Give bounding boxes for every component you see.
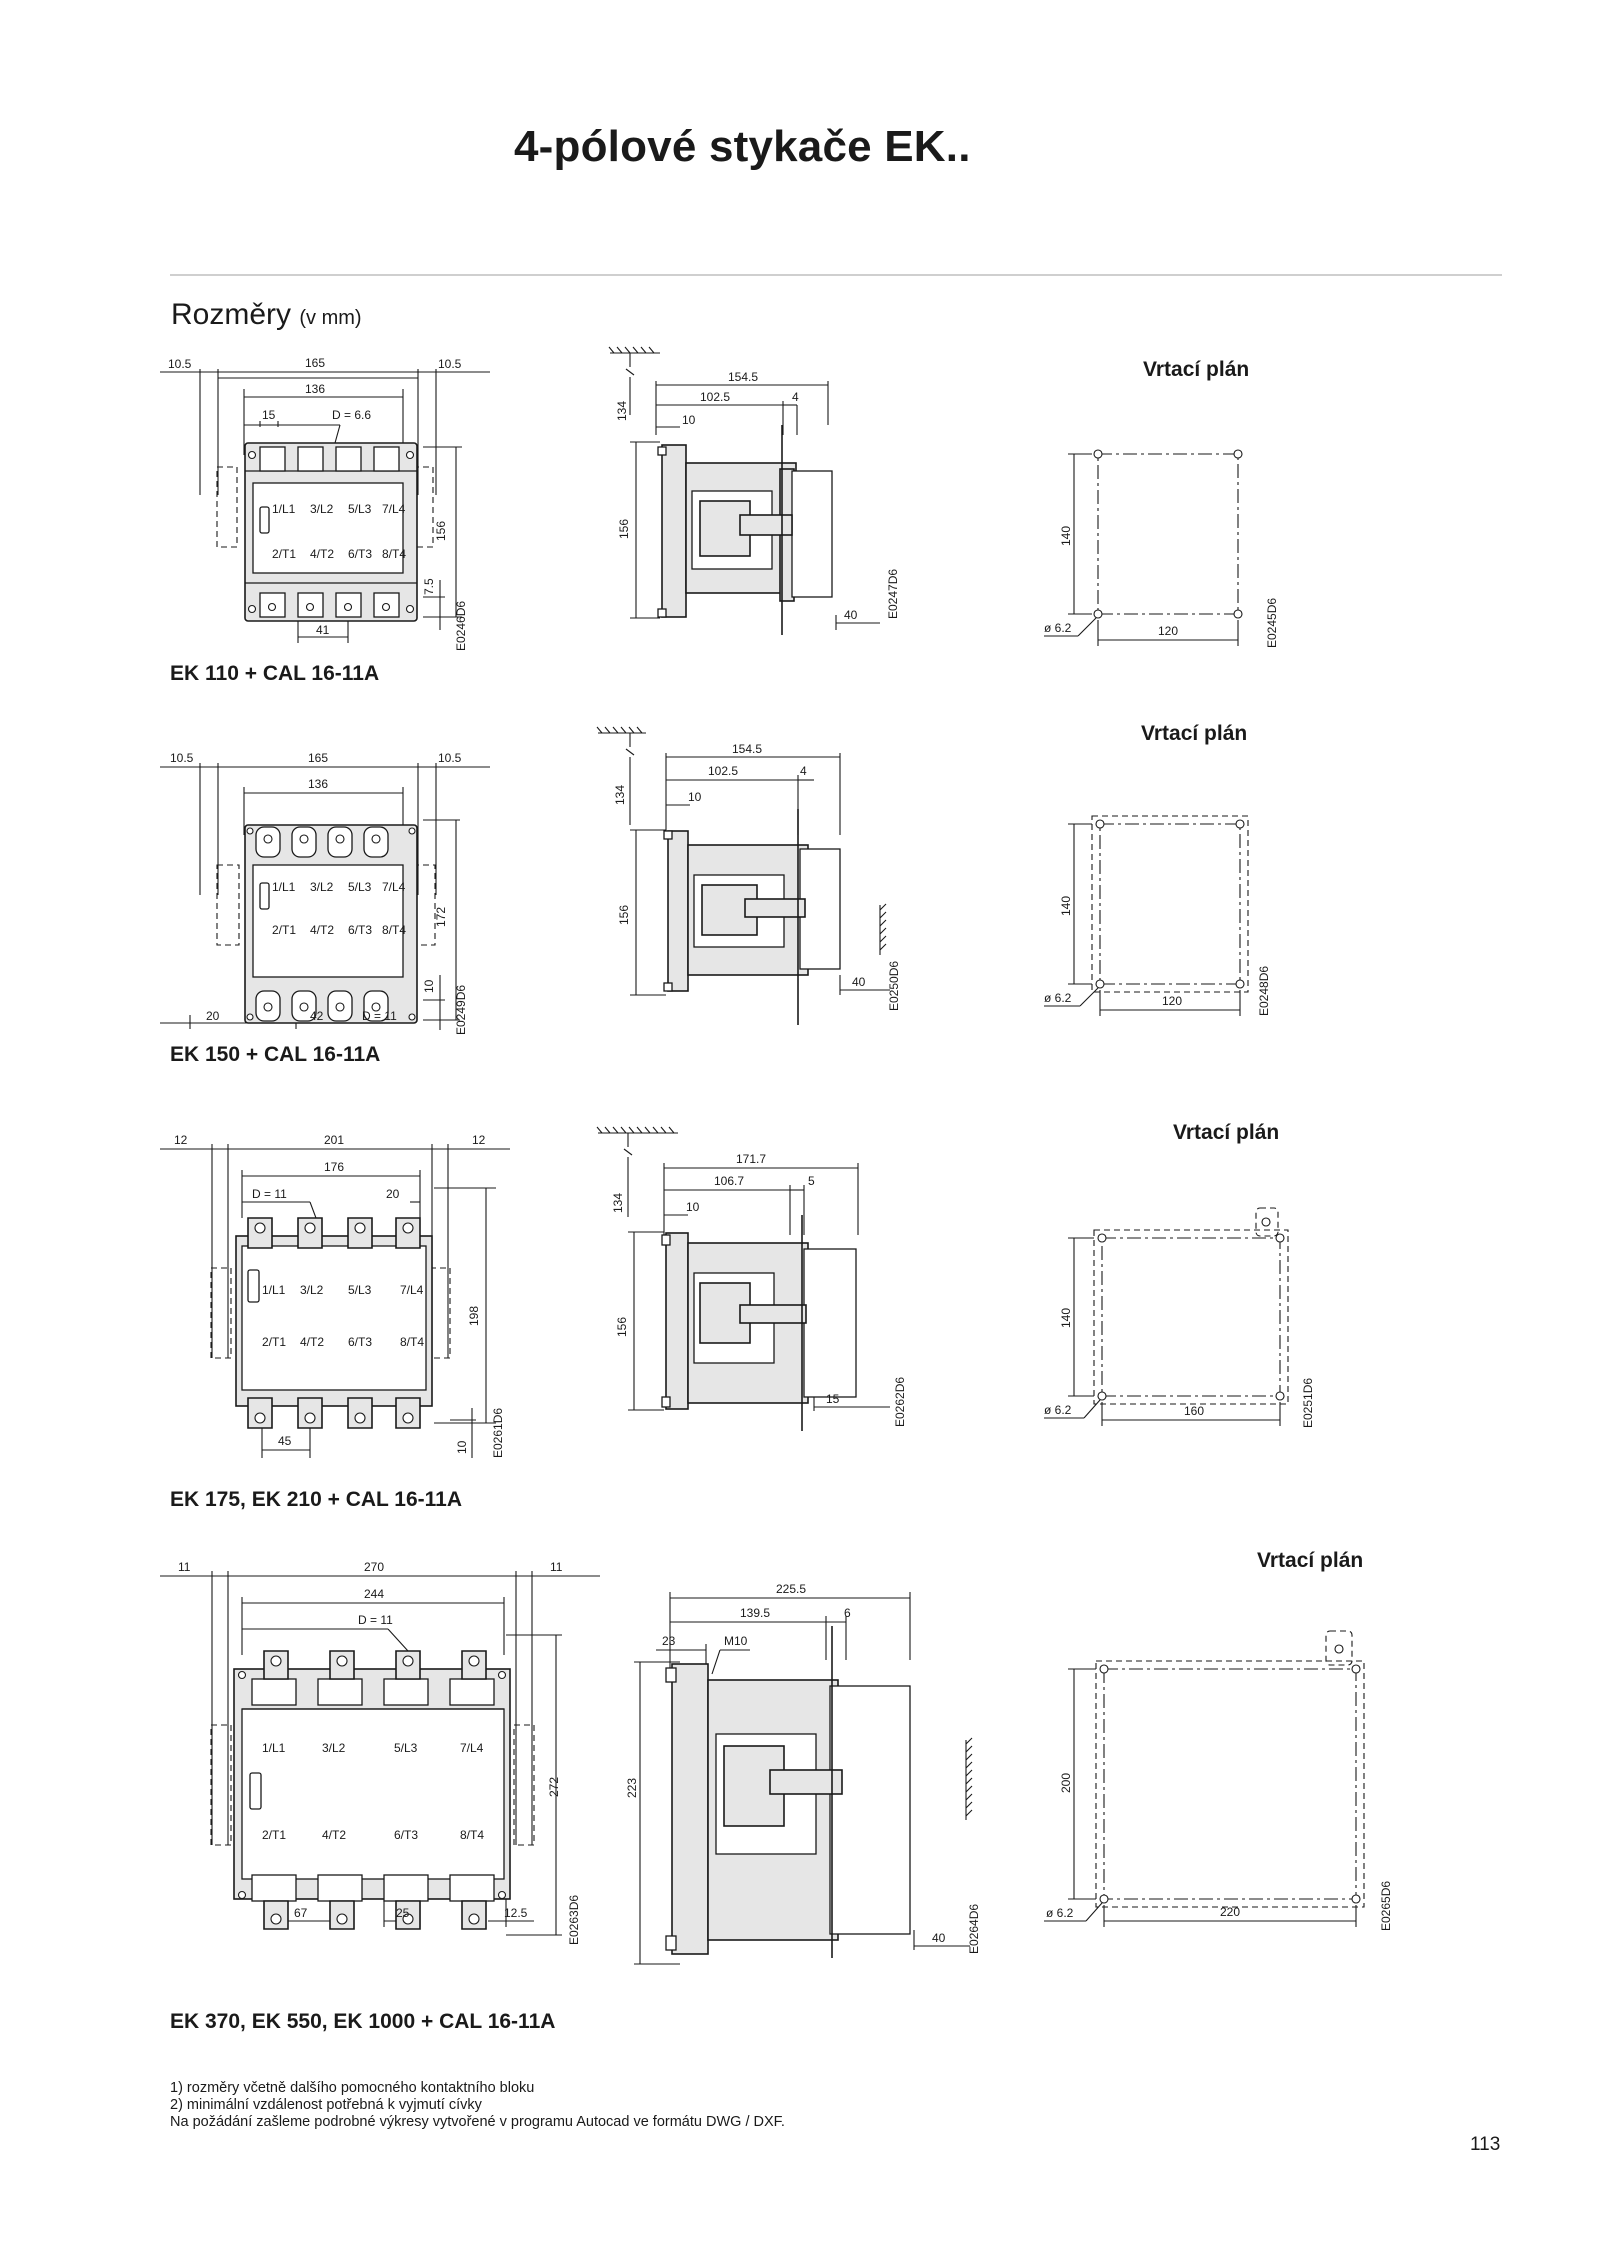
drawing-code: E0251D6 <box>1301 1377 1315 1428</box>
front-dim-right-ext: 12 <box>472 1133 486 1147</box>
footnote-2: 2) minimální vzdálenost potřebná k vyjmutí cívky <box>170 2097 482 2113</box>
drill-dim-width: 160 <box>1184 1404 1205 1418</box>
drill-dim-width: 120 <box>1158 624 1179 638</box>
terminal-label: 1/L1 <box>262 1283 286 1297</box>
side-dim-rail: 40 <box>932 1931 946 1945</box>
section-title <box>171 298 362 332</box>
drill-plan-ek110 <box>1040 440 1300 660</box>
side-dim-gap: 5 <box>808 1174 815 1188</box>
drilling-plan-label: Vrtací plán <box>1143 358 1250 381</box>
page-number: 113 <box>1470 2134 1501 2155</box>
side-dim-ten: 10 <box>682 413 696 427</box>
side-dim-depth: 139.5 <box>740 1606 771 1620</box>
section-title-text: Rozměry <box>171 298 292 331</box>
side-dim-depth: 106.7 <box>714 1174 745 1188</box>
terminal-label: 6/T3 <box>394 1828 419 1842</box>
terminal-label: 8/T4 <box>460 1828 485 1842</box>
page-title: 4-pólové stykače EK.. <box>514 122 971 171</box>
front-view-ek110 <box>160 355 490 660</box>
front-dim-bottom: 45 <box>278 1434 292 1448</box>
terminal-label: 3/L2 <box>310 880 334 894</box>
front-dim-width: 165 <box>308 751 329 765</box>
terminal-label: 1/L1 <box>272 880 296 894</box>
front-dim-pitch: 15 <box>262 408 276 422</box>
front-dim-offset: 10 <box>455 1440 469 1454</box>
drawing-code: E0263D6 <box>567 1894 581 1945</box>
side-dim-total: 154.5 <box>728 370 759 384</box>
product-caption: EK 370, EK 550, EK 1000 + CAL 16-11A <box>170 2010 556 2033</box>
side-dim-ten: 10 <box>686 1200 700 1214</box>
drawing-code: E0265D6 <box>1379 1880 1393 1931</box>
terminal-label: 2/T1 <box>262 1828 287 1842</box>
front-dim-height: 156 <box>434 520 448 541</box>
front-dim-right-ext: 10.5 <box>438 751 462 765</box>
drill-dim-hole: ø 6.2 <box>1044 1403 1072 1417</box>
drawing-code: E0246D6 <box>454 600 468 651</box>
drilling-plan-label: Vrtací plán <box>1257 1549 1364 1572</box>
drill-dim-hole: ø 6.2 <box>1044 991 1072 1005</box>
side-dim-rail: 15 <box>826 1392 840 1406</box>
drawing-code: E0247D6 <box>886 568 900 619</box>
side-view-ek150 <box>590 725 920 1025</box>
drawing-code: E0250D6 <box>887 960 901 1011</box>
terminal-label: 2/T1 <box>262 1335 287 1349</box>
front-dim-height: 272 <box>547 1776 561 1797</box>
side-dim-depth: 102.5 <box>700 390 731 404</box>
terminal-label: 7/L4 <box>400 1283 424 1297</box>
terminal-label: 8/T4 <box>382 923 407 937</box>
front-view-ek175 <box>160 1128 520 1468</box>
footnote-1: 1) rozměry včetně dalšího pomocného kontaktního bloku <box>170 2080 535 2096</box>
front-dim-bottom-left: 67 <box>294 1906 308 1920</box>
product-caption: EK 150 + CAL 16-11A <box>170 1043 381 1066</box>
front-dim-bottom-left: 20 <box>206 1009 220 1023</box>
front-view-ek370 <box>160 1555 600 1955</box>
drill-plan-ek370 <box>1040 1625 1420 1945</box>
front-dim-left-ext: 10.5 <box>170 751 194 765</box>
product-caption: EK 175, EK 210 + CAL 16-11A <box>170 1488 463 1511</box>
terminal-label: 8/T4 <box>400 1335 425 1349</box>
terminal-label: 6/T3 <box>348 1335 373 1349</box>
drawing-code: E0249D6 <box>454 984 468 1035</box>
drill-dim-height: 140 <box>1059 1307 1073 1328</box>
drill-dim-width: 220 <box>1220 1905 1241 1919</box>
drawing-code: E0248D6 <box>1257 965 1271 1016</box>
product-caption: EK 110 + CAL 16-11A <box>170 662 380 685</box>
terminal-label: 2/T1 <box>272 923 297 937</box>
drill-plan-ek150 <box>1040 810 1300 1030</box>
front-dim-inner: 244 <box>364 1587 385 1601</box>
side-dim-total: 154.5 <box>732 742 763 756</box>
side-dim-total: 171.7 <box>736 1152 767 1166</box>
terminal-label: 3/L2 <box>322 1741 346 1755</box>
front-dim-right-ext: 10.5 <box>438 357 462 371</box>
front-view-ek150 <box>160 745 490 1045</box>
front-dim-left-ext: 10.5 <box>168 357 192 371</box>
front-dim-bottom-mid: 25 <box>396 1906 410 1920</box>
drill-dim-hole: ø 6.2 <box>1044 621 1072 635</box>
drill-dim-height: 140 <box>1059 525 1073 546</box>
footnote-3: Na požádání zašleme podrobné výkresy vytvořené v programu Autocad ve formátu DWG / DXF. <box>170 2114 785 2130</box>
terminal-label: 7/L4 <box>460 1741 484 1755</box>
side-dim-rail: 40 <box>852 975 866 989</box>
drill-dim-height: 140 <box>1059 895 1073 916</box>
drilling-plan-label: Vrtací plán <box>1173 1121 1280 1144</box>
terminal-label: 4/T2 <box>310 547 335 561</box>
side-dim-height: 223 <box>625 1777 639 1798</box>
header-divider <box>170 274 1502 276</box>
front-dim-bottom-right: 12.5 <box>504 1906 528 1920</box>
front-dim-left-ext: 12 <box>174 1133 188 1147</box>
side-dim-screw: M10 <box>724 1634 748 1648</box>
side-dim-gap: 4 <box>792 390 799 404</box>
terminal-label: 5/L3 <box>348 502 372 516</box>
terminal-label: 4/T2 <box>322 1828 347 1842</box>
front-dim-width: 270 <box>364 1560 385 1574</box>
side-dim-ten: 10 <box>688 790 702 804</box>
drill-dim-width: 120 <box>1162 994 1183 1008</box>
drawing-code: E0261D6 <box>491 1407 505 1458</box>
front-dim-inner: 176 <box>324 1160 345 1174</box>
terminal-label: 4/T2 <box>310 923 335 937</box>
front-dim-hole: D = 11 <box>358 1613 393 1627</box>
front-dim-offset: 7.5 <box>422 578 436 595</box>
drill-plan-ek175 <box>1040 1198 1340 1448</box>
side-dim-height: 156 <box>617 904 631 925</box>
terminal-label: 5/L3 <box>348 1283 372 1297</box>
side-dim-height: 156 <box>615 1316 629 1337</box>
side-view-ek175 <box>590 1125 930 1435</box>
terminal-label: 2/T1 <box>272 547 297 561</box>
footnotes <box>170 2080 785 2131</box>
front-dim-pitch: 20 <box>386 1187 400 1201</box>
front-dim-hole: D = 11 <box>252 1187 287 1201</box>
side-dim-coil: 134 <box>613 784 627 805</box>
side-dim-height: 156 <box>617 518 631 539</box>
terminal-label: 6/T3 <box>348 923 373 937</box>
drawing-code: E0262D6 <box>893 1376 907 1427</box>
side-dim-gap: 6 <box>844 1606 851 1620</box>
front-dim-inner: 136 <box>308 777 329 791</box>
terminal-label: 4/T2 <box>300 1335 325 1349</box>
drawing-code: E0264D6 <box>967 1903 981 1954</box>
terminal-label: 1/L1 <box>272 502 296 516</box>
side-view-ek110 <box>600 345 920 645</box>
side-dim-screw-offset: 23 <box>662 1634 676 1648</box>
front-dim-inner: 136 <box>305 382 326 396</box>
front-dim-hole: D = 6.6 <box>332 408 372 422</box>
terminal-label: 1/L1 <box>262 1741 286 1755</box>
drawing-code: E0245D6 <box>1265 597 1279 648</box>
front-dim-left-ext: 11 <box>178 1560 191 1574</box>
side-dim-rail: 40 <box>844 608 858 622</box>
side-dim-total: 225.5 <box>776 1582 807 1596</box>
terminal-label: 7/L4 <box>382 502 406 516</box>
section-unit: (v mm) <box>299 307 362 329</box>
front-dim-offset: 10 <box>422 979 436 993</box>
front-dim-bottom-mid: 42 <box>310 1009 324 1023</box>
side-dim-coil: 134 <box>611 1192 625 1213</box>
drill-dim-hole: ø 6.2 <box>1046 1906 1074 1920</box>
terminal-label: 5/L3 <box>348 880 372 894</box>
front-dim-height: 198 <box>467 1305 481 1326</box>
front-dim-height: 172 <box>434 906 448 927</box>
drill-dim-height: 200 <box>1059 1772 1073 1793</box>
terminal-label: 3/L2 <box>310 502 334 516</box>
front-dim-bottom: 41 <box>316 623 330 637</box>
drilling-plan-label: Vrtací plán <box>1141 722 1248 745</box>
terminal-label: 5/L3 <box>394 1741 418 1755</box>
front-dim-hole: D = 11 <box>362 1009 397 1023</box>
side-view-ek370 <box>620 1570 990 1960</box>
side-dim-coil: 134 <box>615 400 629 421</box>
side-dim-depth: 102.5 <box>708 764 739 778</box>
terminal-label: 8/T4 <box>382 547 407 561</box>
terminal-label: 6/T3 <box>348 547 373 561</box>
front-dim-right-ext: 11 <box>550 1560 563 1574</box>
terminal-label: 3/L2 <box>300 1283 324 1297</box>
front-dim-width: 201 <box>324 1133 345 1147</box>
terminal-label: 7/L4 <box>382 880 406 894</box>
front-dim-width: 165 <box>305 356 326 370</box>
side-dim-gap: 4 <box>800 764 807 778</box>
